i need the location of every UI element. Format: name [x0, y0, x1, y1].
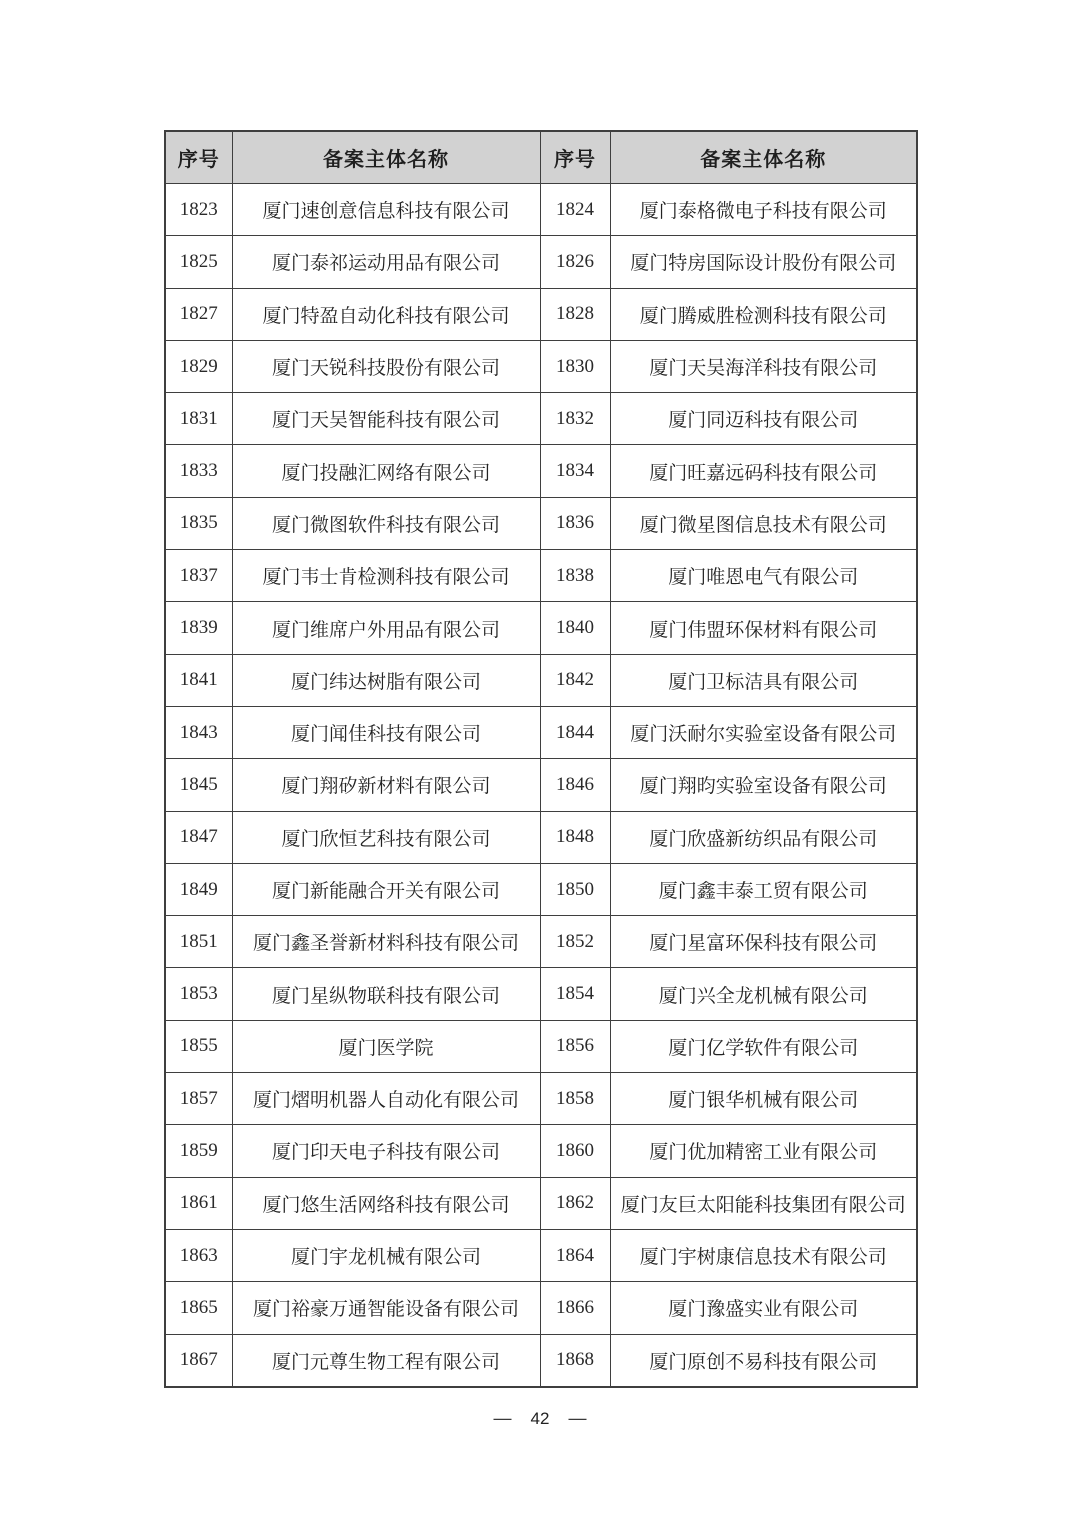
table-row: [165, 288, 917, 340]
entity-name-cell: 厦门天吴海洋科技有限公司: [610, 340, 917, 392]
filing-table-container: [164, 130, 916, 1388]
entity-name-cell: 厦门纬达树脂有限公司: [232, 654, 540, 706]
table-header: [165, 131, 917, 184]
entity-name-cell: 厦门特房国际设计股份有限公司: [610, 236, 917, 288]
table-row: [165, 759, 917, 811]
serial-cell: 1857: [165, 1073, 232, 1125]
serial-cell: 1855: [165, 1020, 232, 1072]
entity-name-cell: 厦门旺嘉远码科技有限公司: [610, 445, 917, 497]
entity-name-cell: 厦门豫盛实业有限公司: [610, 1282, 917, 1334]
entity-name-cell: 厦门原创不易科技有限公司: [610, 1334, 917, 1387]
entity-name-cell: 厦门熠明机器人自动化有限公司: [232, 1073, 540, 1125]
entity-name-cell: 厦门沃耐尔实验室设备有限公司: [610, 706, 917, 758]
serial-cell: 1848: [540, 811, 610, 863]
entity-name-cell: 厦门星纵物联科技有限公司: [232, 968, 540, 1020]
table-row: [165, 1073, 917, 1125]
serial-cell: 1826: [540, 236, 610, 288]
table-row: [165, 340, 917, 392]
serial-cell: 1847: [165, 811, 232, 863]
entity-name-cell: 厦门悠生活网络科技有限公司: [232, 1177, 540, 1229]
table-row: [165, 654, 917, 706]
table-row: [165, 706, 917, 758]
page-number: 42: [530, 1409, 550, 1428]
column-header-entity-right: 备案主体名称: [610, 131, 917, 184]
serial-cell: 1831: [165, 393, 232, 445]
header-row: [165, 131, 917, 184]
table-row: [165, 968, 917, 1020]
serial-cell: 1838: [540, 550, 610, 602]
serial-cell: 1827: [165, 288, 232, 340]
serial-cell: 1830: [540, 340, 610, 392]
table-row: [165, 811, 917, 863]
entity-name-cell: 厦门微图软件科技有限公司: [232, 497, 540, 549]
serial-cell: 1854: [540, 968, 610, 1020]
serial-cell: 1851: [165, 916, 232, 968]
entity-name-cell: 厦门鑫丰泰工贸有限公司: [610, 863, 917, 915]
table-row: [165, 916, 917, 968]
entity-name-cell: 厦门翔昀实验室设备有限公司: [610, 759, 917, 811]
serial-cell: 1846: [540, 759, 610, 811]
column-header-serial-right: 序号: [540, 131, 610, 184]
table-row: [165, 1334, 917, 1387]
serial-cell: 1850: [540, 863, 610, 915]
serial-cell: 1861: [165, 1177, 232, 1229]
entity-name-cell: 厦门医学院: [232, 1020, 540, 1072]
serial-cell: 1858: [540, 1073, 610, 1125]
serial-cell: 1839: [165, 602, 232, 654]
serial-cell: 1834: [540, 445, 610, 497]
entity-name-cell: 厦门同迈科技有限公司: [610, 393, 917, 445]
entity-name-cell: 厦门宇树康信息技术有限公司: [610, 1229, 917, 1281]
entity-name-cell: 厦门韦士肯检测科技有限公司: [232, 550, 540, 602]
serial-cell: 1841: [165, 654, 232, 706]
serial-cell: 1825: [165, 236, 232, 288]
serial-cell: 1837: [165, 550, 232, 602]
serial-cell: 1862: [540, 1177, 610, 1229]
serial-cell: 1824: [540, 184, 610, 236]
serial-cell: 1865: [165, 1282, 232, 1334]
serial-cell: 1853: [165, 968, 232, 1020]
entity-name-cell: 厦门优加精密工业有限公司: [610, 1125, 917, 1177]
entity-name-cell: 厦门元尊生物工程有限公司: [232, 1334, 540, 1387]
serial-cell: 1844: [540, 706, 610, 758]
serial-cell: 1863: [165, 1229, 232, 1281]
entity-name-cell: 厦门天吴智能科技有限公司: [232, 393, 540, 445]
table-row: [165, 863, 917, 915]
serial-cell: 1856: [540, 1020, 610, 1072]
table-row: [165, 236, 917, 288]
column-header-serial-left: 序号: [165, 131, 232, 184]
table-row: [165, 1020, 917, 1072]
entity-name-cell: 厦门新能融合开关有限公司: [232, 863, 540, 915]
table-row: [165, 184, 917, 236]
footer-dash-right: —: [568, 1408, 587, 1428]
entity-name-cell: 厦门维席户外用品有限公司: [232, 602, 540, 654]
serial-cell: 1867: [165, 1334, 232, 1387]
serial-cell: 1866: [540, 1282, 610, 1334]
entity-name-cell: 厦门泰格微电子科技有限公司: [610, 184, 917, 236]
entity-name-cell: 厦门速创意信息科技有限公司: [232, 184, 540, 236]
table-row: [165, 393, 917, 445]
entity-name-cell: 厦门兴全龙机械有限公司: [610, 968, 917, 1020]
table-row: [165, 445, 917, 497]
entity-name-cell: 厦门亿学软件有限公司: [610, 1020, 917, 1072]
entity-name-cell: 厦门裕豪万通智能设备有限公司: [232, 1282, 540, 1334]
serial-cell: 1843: [165, 706, 232, 758]
entity-name-cell: 厦门泰祁运动用品有限公司: [232, 236, 540, 288]
filing-entities-table: [164, 130, 918, 1388]
table-row: [165, 1125, 917, 1177]
entity-name-cell: 厦门友巨太阳能科技集团有限公司: [610, 1177, 917, 1229]
serial-cell: 1833: [165, 445, 232, 497]
serial-cell: 1842: [540, 654, 610, 706]
entity-name-cell: 厦门银华机械有限公司: [610, 1073, 917, 1125]
entity-name-cell: 厦门欣盛新纺织品有限公司: [610, 811, 917, 863]
serial-cell: 1852: [540, 916, 610, 968]
serial-cell: 1849: [165, 863, 232, 915]
entity-name-cell: 厦门星富环保科技有限公司: [610, 916, 917, 968]
entity-name-cell: 厦门宇龙机械有限公司: [232, 1229, 540, 1281]
serial-cell: 1859: [165, 1125, 232, 1177]
entity-name-cell: 厦门闻佳科技有限公司: [232, 706, 540, 758]
table-row: [165, 602, 917, 654]
page-footer: [0, 1408, 1080, 1429]
entity-name-cell: 厦门微星图信息技术有限公司: [610, 497, 917, 549]
entity-name-cell: 厦门欣恒艺科技有限公司: [232, 811, 540, 863]
entity-name-cell: 厦门天锐科技股份有限公司: [232, 340, 540, 392]
entity-name-cell: 厦门鑫圣誉新材料科技有限公司: [232, 916, 540, 968]
serial-cell: 1840: [540, 602, 610, 654]
serial-cell: 1835: [165, 497, 232, 549]
entity-name-cell: 厦门投融汇网络有限公司: [232, 445, 540, 497]
table-body: [165, 184, 917, 1387]
column-header-entity-left: 备案主体名称: [232, 131, 540, 184]
entity-name-cell: 厦门印天电子科技有限公司: [232, 1125, 540, 1177]
entity-name-cell: 厦门伟盟环保材料有限公司: [610, 602, 917, 654]
table-row: [165, 1229, 917, 1281]
serial-cell: 1828: [540, 288, 610, 340]
entity-name-cell: 厦门腾威胜检测科技有限公司: [610, 288, 917, 340]
entity-name-cell: 厦门翔矽新材料有限公司: [232, 759, 540, 811]
serial-cell: 1832: [540, 393, 610, 445]
serial-cell: 1860: [540, 1125, 610, 1177]
entity-name-cell: 厦门卫标洁具有限公司: [610, 654, 917, 706]
table-row: [165, 550, 917, 602]
table-row: [165, 1177, 917, 1229]
serial-cell: 1836: [540, 497, 610, 549]
serial-cell: 1868: [540, 1334, 610, 1387]
footer-dash-left: —: [493, 1408, 512, 1428]
table-row: [165, 497, 917, 549]
serial-cell: 1823: [165, 184, 232, 236]
serial-cell: 1829: [165, 340, 232, 392]
serial-cell: 1864: [540, 1229, 610, 1281]
entity-name-cell: 厦门特盈自动化科技有限公司: [232, 288, 540, 340]
serial-cell: 1845: [165, 759, 232, 811]
table-row: [165, 1282, 917, 1334]
entity-name-cell: 厦门唯恩电气有限公司: [610, 550, 917, 602]
